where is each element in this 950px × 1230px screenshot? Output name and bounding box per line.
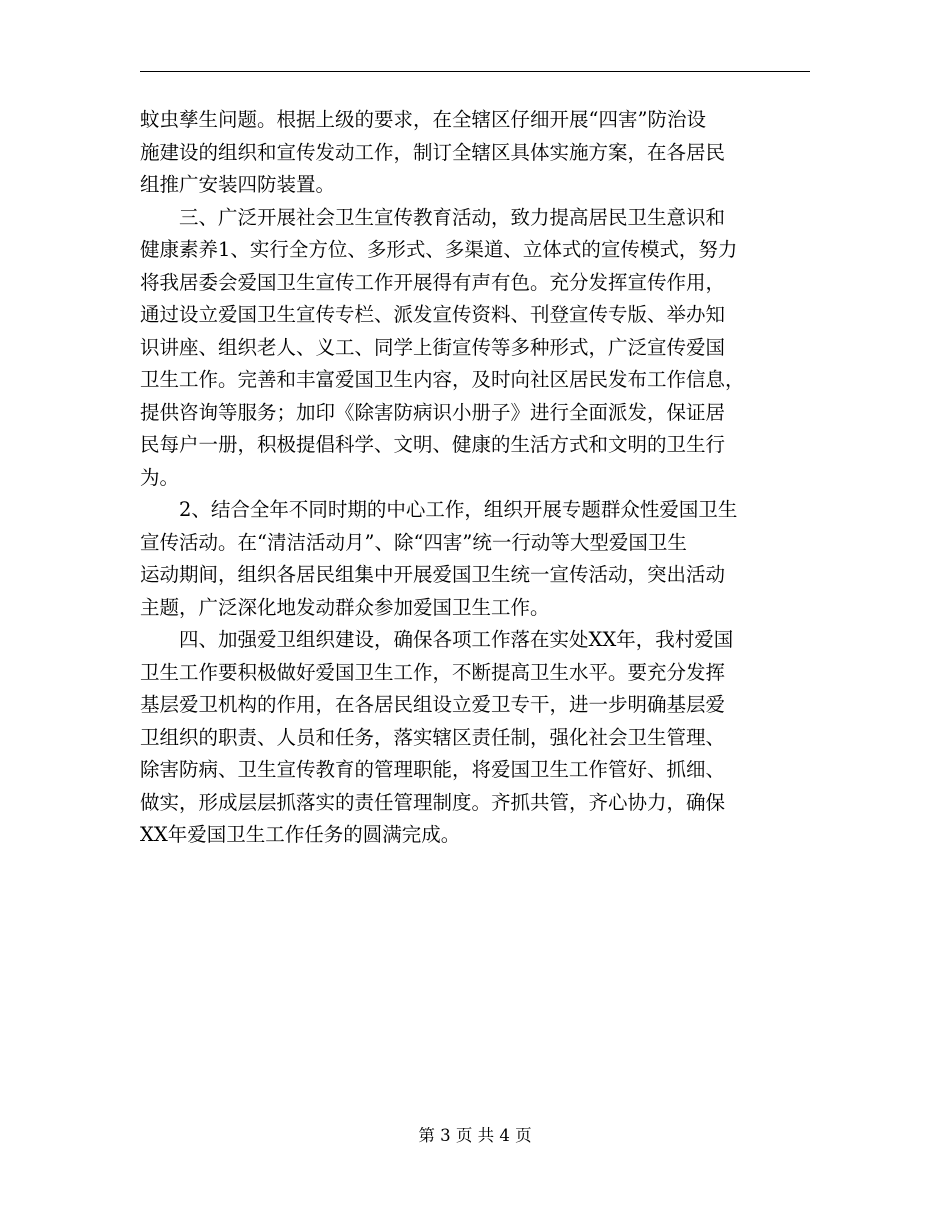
text-line: 除害防病、卫生宣传教育的管理职能，将爱国卫生工作管好、抓细、 bbox=[140, 758, 726, 781]
text-line: 卫组织的职责、人员和任务，落实辖区责任制，强化社会卫生管理、 bbox=[140, 725, 726, 749]
text-line: 基层爱卫机构的作用，在各居民组设立爱卫专干，进一步明确基层爱 bbox=[140, 693, 726, 716]
text-line: 提供咨询等服务；加印《除害防病识小册子》进行全面派发，保证居 bbox=[140, 400, 726, 424]
text-line: 做实，形成层层抓落实的责任管理制度。齐抓共管，齐心协力，确保 bbox=[140, 790, 726, 814]
page-number: 第 3 页 共 4 页 bbox=[418, 1126, 532, 1145]
text-line: 通过设立爱国卫生宣传专栏、派发宣传资料、刊登宣传专版、举办知 bbox=[140, 303, 726, 326]
text-line: 宣传活动。在“清洁活动月”、除“四害”统一行动等大型爱国卫生 bbox=[140, 530, 687, 554]
document-body bbox=[140, 104, 812, 852]
text-line: 2、结合全年不同时期的中心工作，组织开展专题群众性爱国卫生 bbox=[140, 498, 738, 521]
text-line: 民每户一册，积极提倡科学、文明、健康的生活方式和文明的卫生行 bbox=[140, 433, 726, 456]
text-line: 卫生工作。完善和丰富爱国卫生内容，及时向社区居民发布工作信息， bbox=[140, 368, 745, 391]
text-line: XX年爱国卫生工作任务的圆满完成。 bbox=[140, 823, 461, 846]
text-line: 运动期间，组织各居民组集中开展爱国卫生统一宣传活动，突出活动 bbox=[140, 563, 726, 586]
text-line: 三、广泛开展社会卫生宣传教育活动，致力提高居民卫生意识和 bbox=[140, 205, 726, 229]
text-line: 识讲座、组织老人、义工、同学上街宣传等多种形式，广泛宣传爱国 bbox=[140, 335, 726, 359]
text-line: 四、加强爱卫组织建设，确保各项工作落在实处XX年，我村爱国 bbox=[140, 628, 734, 651]
text-line: 施建设的组织和宣传发动工作，制订全辖区具体实施方案，在各居民 bbox=[140, 140, 726, 164]
text-line: 组推广安装四防装置。 bbox=[140, 173, 336, 196]
header-rule bbox=[140, 71, 810, 72]
text-line: 将我居委会爱国卫生宣传工作开展得有声有色。充分发挥宣传作用， bbox=[140, 270, 726, 294]
text-line: 健康素养1、实行全方位、多形式、多渠道、立体式的宣传模式，努力 bbox=[140, 238, 738, 261]
text-line: 蚊虫孳生问题。根据上级的要求，在全辖区仔细开展“四害”防治设 bbox=[140, 108, 706, 131]
text-line: 主题，广泛深化地发动群众参加爱国卫生工作。 bbox=[140, 595, 550, 619]
text-line: 为。 bbox=[140, 465, 180, 489]
text-line: 卫生工作要积极做好爱国卫生工作，不断提高卫生水平。要充分发挥 bbox=[140, 660, 726, 684]
